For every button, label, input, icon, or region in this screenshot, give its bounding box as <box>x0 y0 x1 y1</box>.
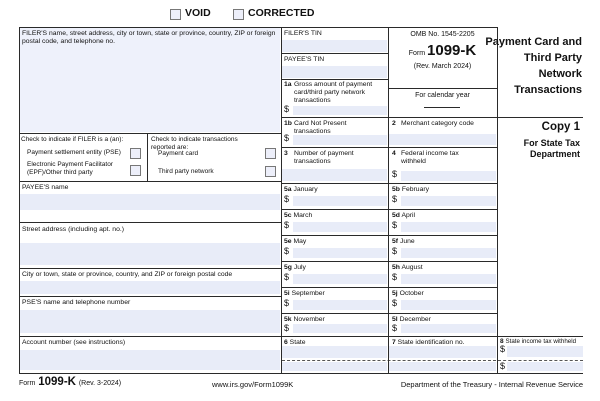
box-5h-dollar: $ <box>392 272 398 282</box>
box-5d-number: 5d <box>392 212 400 219</box>
account-number-label: Account number (see instructions) <box>22 339 126 346</box>
box-3-number: 3 <box>284 150 288 157</box>
filer-info-label: FILER'S name, street address, city or town, state or province, country, ZIP or foreign postal code, and telephone no. <box>22 30 276 46</box>
epf-checkbox-label: Electronic Payment Facilitator (EPF)/Other third party <box>27 161 113 176</box>
footer-irs-url: www.irs.gov/Form1099K <box>212 380 294 389</box>
form-title-line-3: Network <box>538 68 582 80</box>
box-5k-number: 5k <box>284 316 292 323</box>
box-2-label: Merchant category code <box>401 120 474 127</box>
grid-vline <box>281 27 282 373</box>
grid-hline <box>281 53 388 54</box>
grid-vline <box>388 27 389 373</box>
pse-checkbox[interactable] <box>130 148 141 159</box>
box-5d-label: April <box>401 212 416 219</box>
grid-hline <box>281 183 497 184</box>
grid-hline <box>19 181 281 182</box>
box-7-label: State identification no. <box>397 339 465 346</box>
form-title <box>460 34 582 98</box>
box-2-code-field[interactable] <box>389 134 496 145</box>
box-1b-amount-field[interactable] <box>293 135 387 145</box>
filer-tin-label: FILER'S TIN <box>284 30 322 37</box>
payee-name-field[interactable] <box>20 194 280 210</box>
box-5b-amount-field[interactable] <box>401 196 496 206</box>
box-5l-dollar: $ <box>392 323 398 333</box>
form-title-line-2: Third Party <box>523 52 582 64</box>
box-1b-label: Card Not Present transactions <box>294 120 347 136</box>
box-5k-label: November <box>293 316 325 323</box>
city-label: City or town, state or province, country, and ZIP or foreign postal code <box>22 271 233 278</box>
box-5f-label: June <box>399 238 415 245</box>
state-row-dashed-divider <box>282 360 496 361</box>
box-5c-label: March <box>293 212 313 219</box>
box-5b-number: 5b <box>392 186 400 193</box>
payee-tin-label: PAYEE'S TIN <box>284 56 325 63</box>
box-5h-label: August <box>401 264 423 271</box>
box-2-number: 2 <box>392 120 396 127</box>
box-5d-amount-field[interactable] <box>401 222 496 232</box>
box-5a-amount-field[interactable] <box>293 196 387 206</box>
copy-for-line-2: Department <box>529 148 580 159</box>
box-5h-amount-field[interactable] <box>401 274 496 284</box>
corrected-checkbox[interactable] <box>233 9 244 20</box>
box-5f-amount-field[interactable] <box>401 248 496 258</box>
account-number-field[interactable] <box>20 350 280 370</box>
box-8-amount-field-1[interactable] <box>507 346 583 357</box>
box-5h-number: 5h <box>392 264 400 271</box>
box-5f-number: 5f <box>392 238 399 245</box>
third-party-checkbox[interactable] <box>265 166 276 177</box>
grid-hline <box>281 79 388 80</box>
form-title-line-4: Transactions <box>514 84 582 96</box>
box-5i-number: 5i <box>284 290 290 297</box>
copy-for-label <box>497 138 580 159</box>
payment-card-checkbox[interactable] <box>265 148 276 159</box>
box-8-dollar-1: $ <box>500 344 506 354</box>
copy-for-line-1: For State Tax <box>523 138 580 148</box>
third-party-checkbox-label: Third party network <box>158 168 214 175</box>
box-1a-amount-field[interactable] <box>293 106 387 115</box>
box-7-number: 7 <box>392 339 396 346</box>
payee-tin-field[interactable] <box>282 66 387 78</box>
grid-hline <box>19 133 281 134</box>
box-6-number: 6 <box>284 339 288 346</box>
pse-checkbox-label: Payment settlement entity (PSE) <box>27 149 121 156</box>
grid-hline <box>19 268 281 269</box>
grid-hline <box>281 117 583 118</box>
grid-hline <box>281 261 497 262</box>
footer-revision: (Rev. 3-2024) <box>78 380 122 387</box>
box-5c-number: 5c <box>284 212 292 219</box>
street-address-field[interactable] <box>20 243 280 265</box>
pse-name-label: PSE'S name and telephone number <box>22 299 131 306</box>
box-5j-label: October <box>399 290 424 297</box>
box-5b-label: February <box>401 186 430 193</box>
form-number: 1099-K <box>427 42 477 59</box>
grid-vline <box>19 27 20 373</box>
payment-card-checkbox-label: Payment card <box>158 150 199 157</box>
box-3-count-field[interactable] <box>282 169 387 181</box>
box-8-dashed-divider <box>498 360 583 361</box>
box-6-state-field-1[interactable] <box>282 346 387 358</box>
box-1a-label: Gross amount of payment card/third party network transactions <box>294 81 373 105</box>
box-5a-number: 5a <box>284 186 292 193</box>
filer-tin-field[interactable] <box>282 40 387 52</box>
footer-treasury-label: Department of the Treasury - Internal Revenue Service <box>400 380 583 389</box>
box-5a-label: January <box>293 186 318 193</box>
grid-hline <box>281 209 497 210</box>
box-5e-dollar: $ <box>284 246 290 256</box>
box-5a-dollar: $ <box>284 194 290 204</box>
box-5c-amount-field[interactable] <box>293 222 387 232</box>
box-1a-number: 1a <box>284 81 292 88</box>
epf-checkbox[interactable] <box>130 165 141 176</box>
box-5k-amount-field[interactable] <box>293 324 387 333</box>
grid-hline <box>19 296 281 297</box>
box-5i-dollar: $ <box>284 298 290 308</box>
corrected-label: CORRECTED <box>248 7 315 19</box>
box-5e-amount-field[interactable] <box>293 248 387 258</box>
grid-vline <box>147 133 148 181</box>
payee-name-label: PAYEE'S name <box>22 184 69 191</box>
grid-hline <box>281 235 497 236</box>
box-5j-amount-field[interactable] <box>401 300 496 310</box>
void-checkbox[interactable] <box>170 9 181 20</box>
grid-hline <box>281 287 497 288</box>
box-4-amount-field[interactable] <box>401 171 496 181</box>
box-8-number: 8 <box>500 338 504 345</box>
calendar-year-label: For calendar year <box>415 92 470 99</box>
box-4-number: 4 <box>392 150 396 157</box>
box-5f-dollar: $ <box>392 246 398 256</box>
box-5l-amount-field[interactable] <box>401 324 496 333</box>
street-address-label: Street address (including apt. no.) <box>22 226 125 233</box>
box-1b-dollar: $ <box>284 133 290 143</box>
box-4-dollar: $ <box>392 169 398 179</box>
grid-hline <box>19 27 497 28</box>
box-5e-label: May <box>293 238 307 245</box>
grid-hline <box>281 147 497 148</box>
transactions-check-title: Check to indicate transactions reported are: <box>151 136 238 151</box>
grid-hline <box>19 373 583 374</box>
calendar-year-field[interactable] <box>424 107 460 108</box>
void-label: VOID <box>185 7 211 19</box>
box-5b-dollar: $ <box>392 194 398 204</box>
grid-hline <box>281 313 497 314</box>
box-3-label: Number of payment transactions <box>294 150 354 166</box>
box-5k-dollar: $ <box>284 323 290 333</box>
box-6-label: State <box>289 339 306 346</box>
grid-hline <box>19 222 281 223</box>
omb-number: OMB No. 1545-2205 <box>410 31 475 38</box>
box-5g-amount-field[interactable] <box>293 274 387 284</box>
box-1a-dollar: $ <box>284 104 290 114</box>
revision-label: (Rev. March 2024) <box>413 63 472 70</box>
box-4-label: Federal income tax withheld <box>401 150 459 166</box>
box-5g-dollar: $ <box>284 272 290 282</box>
box-7-id-field-2[interactable] <box>389 362 496 371</box>
box-5e-number: 5e <box>284 238 292 245</box>
filer-check-title: Check to indicate if FILER is a (an): <box>21 136 124 143</box>
footer-form-number: 1099-K <box>38 376 76 388</box>
form-title-line-1: Payment Card and <box>485 36 582 48</box>
box-5g-number: 5g <box>284 264 292 271</box>
pse-name-field[interactable] <box>20 310 280 333</box>
footer-form-word: Form <box>19 380 36 387</box>
grid-hline <box>19 336 583 337</box>
city-field[interactable] <box>20 281 280 294</box>
box-5d-dollar: $ <box>392 220 398 230</box>
box-8-amount-field-2[interactable] <box>507 362 583 371</box>
box-7-id-field-1[interactable] <box>389 346 496 358</box>
box-1b-number: 1b <box>284 120 292 127</box>
box-5i-label: September <box>291 290 325 297</box>
box-8-dollar-2: $ <box>500 361 506 371</box>
box-5j-number: 5j <box>392 290 398 297</box>
box-6-state-field-2[interactable] <box>282 362 387 371</box>
box-5i-amount-field[interactable] <box>293 300 387 310</box>
copy-label: Copy 1 <box>541 121 580 133</box>
box-5l-label: December <box>399 316 431 323</box>
box-5j-dollar: $ <box>392 298 398 308</box>
box-8-label: State income tax withheld <box>505 338 577 345</box>
form-word: Form <box>408 50 426 57</box>
box-5g-label: July <box>293 264 306 271</box>
box-5c-dollar: $ <box>284 220 290 230</box>
box-5l-number: 5l <box>392 316 398 323</box>
